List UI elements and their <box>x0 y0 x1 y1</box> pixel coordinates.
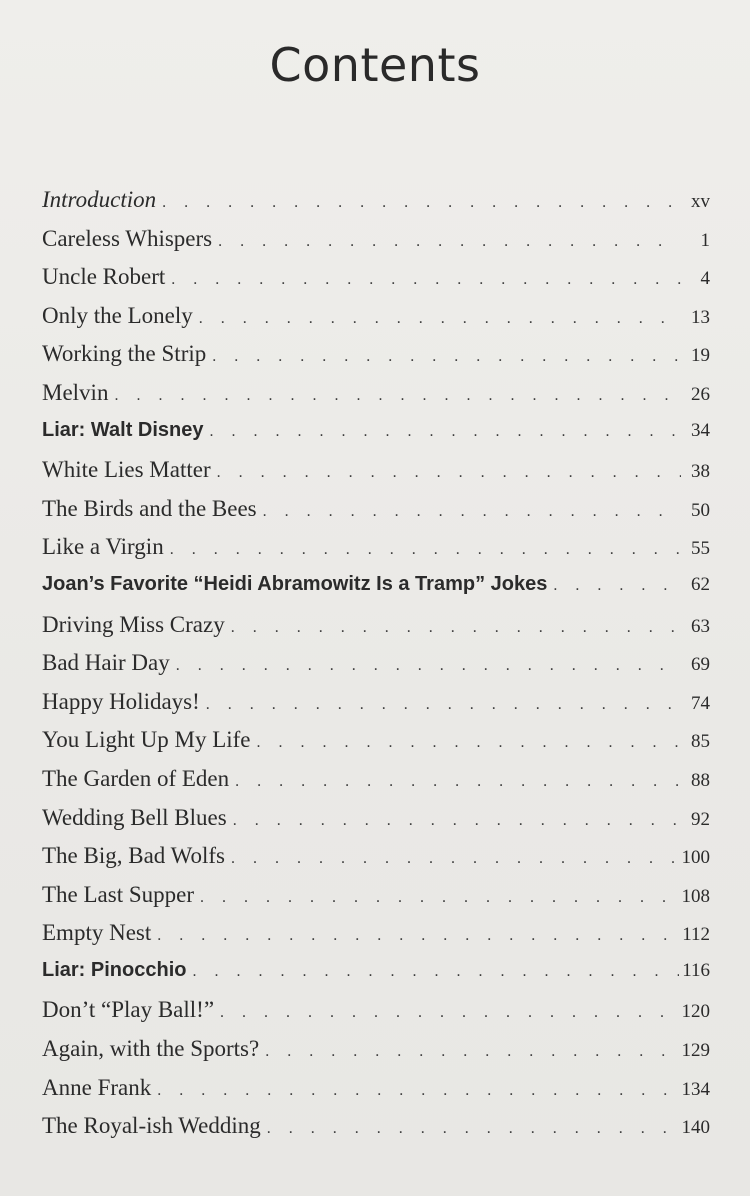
dot-leader <box>217 464 681 482</box>
dot-leader <box>257 734 681 752</box>
dot-leader <box>231 850 679 868</box>
toc-entry-title: The Last Supper <box>42 881 195 907</box>
toc-entry-page-number: 50 <box>691 499 710 521</box>
toc-entry-page-number: 63 <box>691 615 710 637</box>
toc-entry-title: The Garden of Eden <box>42 765 230 791</box>
dot-leader <box>157 1082 678 1100</box>
dot-leader <box>176 657 681 675</box>
page-title: Contents <box>269 38 481 92</box>
toc-entry-page-number: 134 <box>681 1078 710 1100</box>
toc-entry <box>42 1113 710 1152</box>
toc-entry <box>42 380 710 419</box>
toc-entry <box>42 650 710 689</box>
dot-leader <box>233 812 681 830</box>
toc-entry <box>42 457 710 496</box>
dot-leader <box>157 927 679 945</box>
toc-entry-page-number: 55 <box>691 538 710 560</box>
toc-entry <box>42 843 710 882</box>
toc-entry <box>42 766 710 805</box>
toc-entry-page-number: 129 <box>681 1040 710 1062</box>
toc-entry-page-number: 38 <box>691 461 710 483</box>
dot-leader <box>235 773 681 791</box>
toc-entry <box>42 303 710 342</box>
dot-leader <box>553 577 681 595</box>
toc-entry-title: Uncle Robert <box>42 264 166 290</box>
toc-entry-title: Wedding Bell Blues <box>42 804 227 830</box>
toc-entry-title: Like a Virgin <box>42 534 164 560</box>
dot-leader <box>218 233 681 251</box>
toc-entry-page-number: 140 <box>681 1117 710 1139</box>
toc-entry-title: Empty Nest <box>42 920 152 946</box>
toc-entry-page-number: 19 <box>691 345 710 367</box>
toc-entry-title: You Light Up My Life <box>42 727 251 753</box>
toc-entry-title: Liar: Walt Disney <box>42 418 204 441</box>
toc-entry-title: Liar: Pinocchio <box>42 958 187 981</box>
toc-entry-title: Anne Frank <box>42 1074 152 1100</box>
toc-entry-title: Only the Lonely <box>42 302 193 328</box>
toc-entry-page-number: 1 <box>700 229 710 251</box>
toc-entry <box>42 226 710 265</box>
dot-leader <box>192 963 679 981</box>
dot-leader <box>265 1043 678 1061</box>
toc-entry-page-number: 112 <box>682 924 710 946</box>
dot-leader <box>199 310 681 328</box>
toc-entry-page-number: 92 <box>691 808 710 830</box>
toc-entry-page-number: 100 <box>681 847 710 869</box>
toc-entry <box>42 264 710 303</box>
toc-entry-title: Working the Strip <box>42 341 207 367</box>
toc-entry-title: Driving Miss Crazy <box>42 611 225 637</box>
toc-entry-page-number: 13 <box>691 306 710 328</box>
dot-leader <box>206 696 681 714</box>
dot-leader <box>220 1004 678 1022</box>
dot-leader <box>114 387 681 405</box>
table-of-contents <box>42 187 710 1152</box>
toc-entry-page-number: 108 <box>681 885 710 907</box>
toc-entry-title: Careless Whispers <box>42 225 213 251</box>
toc-entry-title: Joan’s Favorite “Heidi Abramowitz Is a Tramp” Jokes <box>42 572 548 595</box>
toc-entry <box>42 1075 710 1114</box>
toc-entry-title: Introduction <box>42 187 157 212</box>
toc-entry-page-number: 88 <box>691 769 710 791</box>
toc-entry <box>42 612 710 651</box>
toc-entry-title: Melvin <box>42 379 109 405</box>
toc-entry-page-number: 120 <box>681 1001 710 1023</box>
toc-entry <box>42 496 710 535</box>
toc-entry <box>42 187 710 226</box>
dot-leader <box>162 194 681 212</box>
toc-entry <box>42 534 710 573</box>
dot-leader <box>212 348 681 366</box>
toc-entry <box>42 959 710 998</box>
toc-entry <box>42 573 710 612</box>
toc-entry-page-number: xv <box>691 191 710 212</box>
toc-entry-page-number: 116 <box>682 959 710 981</box>
toc-entry <box>42 419 710 458</box>
toc-entry <box>42 727 710 766</box>
dot-leader <box>171 271 681 289</box>
toc-entry <box>42 920 710 959</box>
dot-leader <box>231 619 681 637</box>
toc-entry-title: White Lies Matter <box>42 457 211 483</box>
toc-entry-page-number: 62 <box>691 573 710 595</box>
toc-entry <box>42 1036 710 1075</box>
toc-entry-page-number: 74 <box>691 692 710 714</box>
dot-leader <box>170 541 681 559</box>
dot-leader <box>200 889 678 907</box>
toc-entry-title: The Royal-ish Wedding <box>42 1113 261 1139</box>
toc-entry-page-number: 69 <box>691 654 710 676</box>
toc-entry-title: Happy Holidays! <box>42 688 200 714</box>
dot-leader <box>267 1120 679 1138</box>
toc-entry-title: Again, with the Sports? <box>42 1036 260 1062</box>
dot-leader <box>210 423 681 441</box>
toc-entry-page-number: 26 <box>691 383 710 405</box>
toc-entry-title: The Birds and the Bees <box>42 495 257 521</box>
toc-entry <box>42 882 710 921</box>
toc-entry-page-number: 34 <box>691 419 710 441</box>
toc-entry-title: Don’t “Play Ball!” <box>42 997 215 1023</box>
toc-entry-title: The Big, Bad Wolfs <box>42 843 225 869</box>
toc-entry <box>42 341 710 380</box>
dot-leader <box>263 503 681 521</box>
toc-entry <box>42 689 710 728</box>
toc-entry <box>42 997 710 1036</box>
toc-entry <box>42 805 710 844</box>
toc-entry-title: Bad Hair Day <box>42 650 170 676</box>
toc-entry-page-number: 85 <box>691 731 710 753</box>
toc-entry-page-number: 4 <box>700 268 710 290</box>
